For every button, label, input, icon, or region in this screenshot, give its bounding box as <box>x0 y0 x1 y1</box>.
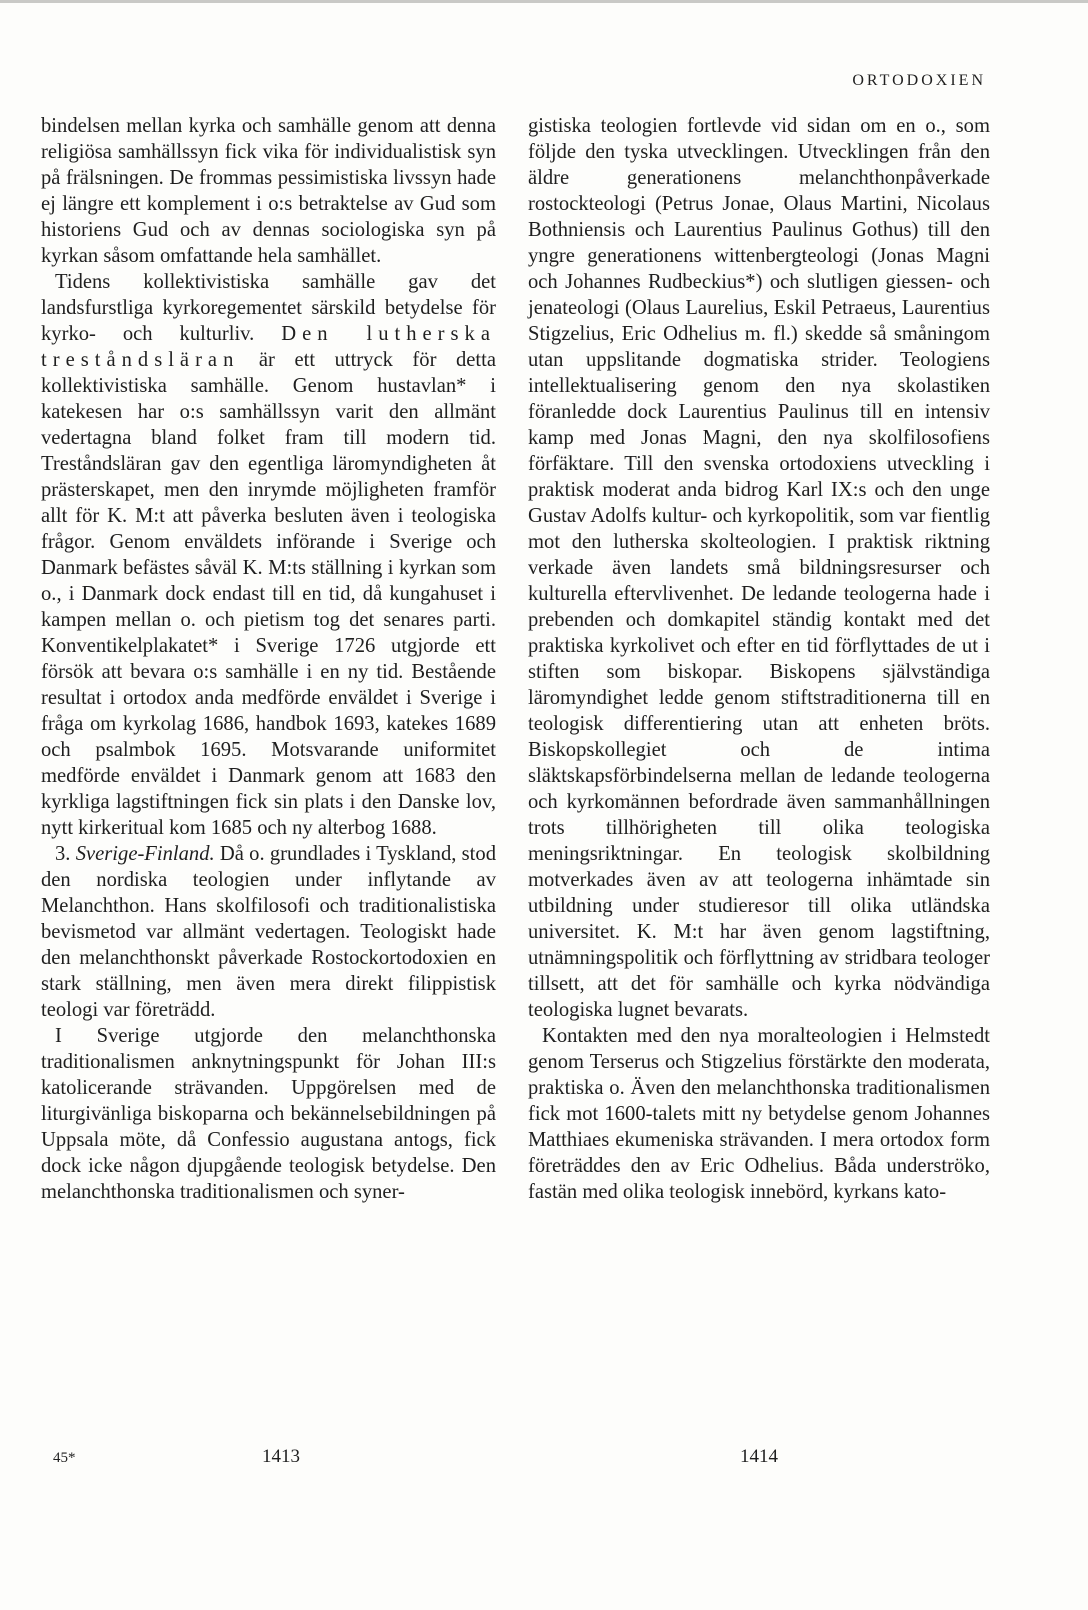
running-head: ORTODOXIEN <box>852 72 986 89</box>
paragraph-text: Tidens kollektivistiska samhälle gav det landsfurstliga kyrkoregementet särskild betydelse för kyrko- och kulturliv. <box>41 271 496 345</box>
right-column <box>528 113 990 1205</box>
spaced-emphasis: Den lutherska treståndsläran <box>41 323 496 371</box>
section-number: 3. <box>55 843 71 865</box>
left-column <box>41 113 496 1205</box>
paragraph: Kontakten med den nya moralteologien i Helmstedt genom Terserus och Stigzelius förstärkte den moderata, praktiska o. Även den melanchthonska traditionalismen fick mot 1600-talets mitt ny betydelse genom Johannes Matthiaes ekumeniska strävanden. I mera ortodox form företräddes den av Eric Odhelius. Båda underströko, fastän med olika teologisk innebörd, kyrkans kato- <box>528 1025 990 1203</box>
paragraph <box>41 269 496 841</box>
page-number-right: 1414 <box>740 1446 778 1467</box>
scan-edge <box>0 0 1088 3</box>
signature-mark: 45* <box>53 1450 76 1466</box>
paragraph: gistiska teologien fortlevde vid sidan om en o., som följde den tyska utvecklingen. Utvecklingen från den äldre generationens melanchthonpåverkade rostockteologi (Petrus Jonae, Olaus Martini, Nicolaus Bothniensis och Laurentius Paulinus Gothus) till den yngre generationens wittenbergteologi (Jonas Magni och Johannes Rudbeckius*) och slutligen giessen- och jenateologi (Olaus Laurelius, Eskil Petraeus, Laurentius Stigzelius, Eric Odhelius m. fl.) skedde så småningom utan uppslitande dogmatiska strider. Teologiens intellektualisering genom den nya skolastiken föranledde dock Laurentius Paulinus till en intensiv kamp med Jonas Magni, den nya skolfilosofiens förfäktare. Till den svenska ortodoxiens utveckling i praktisk moderat anda bidrog Karl IX:s och den unge Gustav Adolfs kultur- och kyrkopolitik, som var fientlig mot den lutherska skolteologien. I praktisk riktning verkade även landets små bildningsresurser och kulturella eftervlivenhet. De ledande teologerna hade i prebenden och domkapitel ständig kontakt med det praktiska kyrkolivet och efter en tid förflyttades de ut i stiften som biskopar. Biskopens självständiga läromyndighet ledde genom stiftstraditionerna till en teologisk differentiering utan att enheten bröts. Biskopskollegiet och de intima släktskapsförbindelserna mellan de ledande teologerna och kyrkomännen befordrade även sammanhållningen trots tillhörigheten till olika teologiska meningsriktningar. En teologisk skolbildning motverkades även av att teologerna inhämtade sin utbildning under studieresor till olika utländska universitet. K. M:t har även genom lagstiftning, utnämningspolitik och förflyttning av stridbara teologer tillsett, att det för samhälle och kyrka nödvändiga teologiska lugnet bevarats. <box>528 115 990 1021</box>
paragraph: bindelsen mellan kyrka och samhälle genom att denna religiösa samhällssyn fick vika för individualistisk syn på frälsningen. De frommas pessimistiska livssyn hade ej längre ett komplement i o:s betraktelse av Gud som historiens Gud och av dennas sociologiska syn på kyrkan såsom omfattande hela samhället. <box>41 115 496 267</box>
page-number-left: 1413 <box>262 1446 300 1467</box>
paragraph-text: är ett uttryck för detta kollektivistiska samhälle. Genom hustavlan* i katekesen har o:s samhällssyn varit den allmänt vedertagna bland folket fram till modern tid. Treståndsläran gav den egentliga läromyndigheten åt prästerskapet, men den inrymde möjligheten framför allt för K. M:t att påverka besluten även i teologiska frågor. Genom enväldets införande i Sverige och Danmark befästes såväl K. M:ts ställning i kyrkan som o., i Danmark dock endast till en tid, då kungahuset i kampen mellan o. och pietism tog det senares parti. Konventikelplakatet* i Sverige 1726 utgjorde ett försök att bevara o:s samhälle i en ny tid. Bestående resultat i ortodox anda medförde enväldet i Sverige i fråga om kyrkolag 1686, handbok 1693, katekes 1689 och psalmbok 1695. Motsvarande uniformitet medförde enväldet i Danmark genom att 1683 den kyrkliga lagstiftningen fick sin plats i den Danske lov, nytt kirkeritual kom 1685 och ny alterbog 1688. <box>41 349 497 839</box>
paragraph-text: Då o. grundlades i Tyskland, stod den nordiska teologien under inflytande av Melanchthon. Hans skolfilosofi och traditionalistiska bevismetod var allmänt vedertagen. Teologiskt hade den melanchthonskt påverkade Rostockortodoxien en stark ställning, men även mera direkt filippistisk teologi var företrädd. <box>41 843 496 1021</box>
section-paragraph <box>41 841 496 1023</box>
paragraph: I Sverige utgjorde den melanchthonska traditionalismen anknytningspunkt för Johan III:s katolicerande strävanden. Uppgörelsen med de liturgivänliga biskoparna och bekännelsebildningen på Uppsala möte, då Confessio augustana antogs, fick dock icke någon djupgående teologisk betydelse. Den melanchthonska traditionalismen och syner- <box>41 1025 496 1203</box>
section-heading: Sverige-Finland. <box>75 843 215 865</box>
